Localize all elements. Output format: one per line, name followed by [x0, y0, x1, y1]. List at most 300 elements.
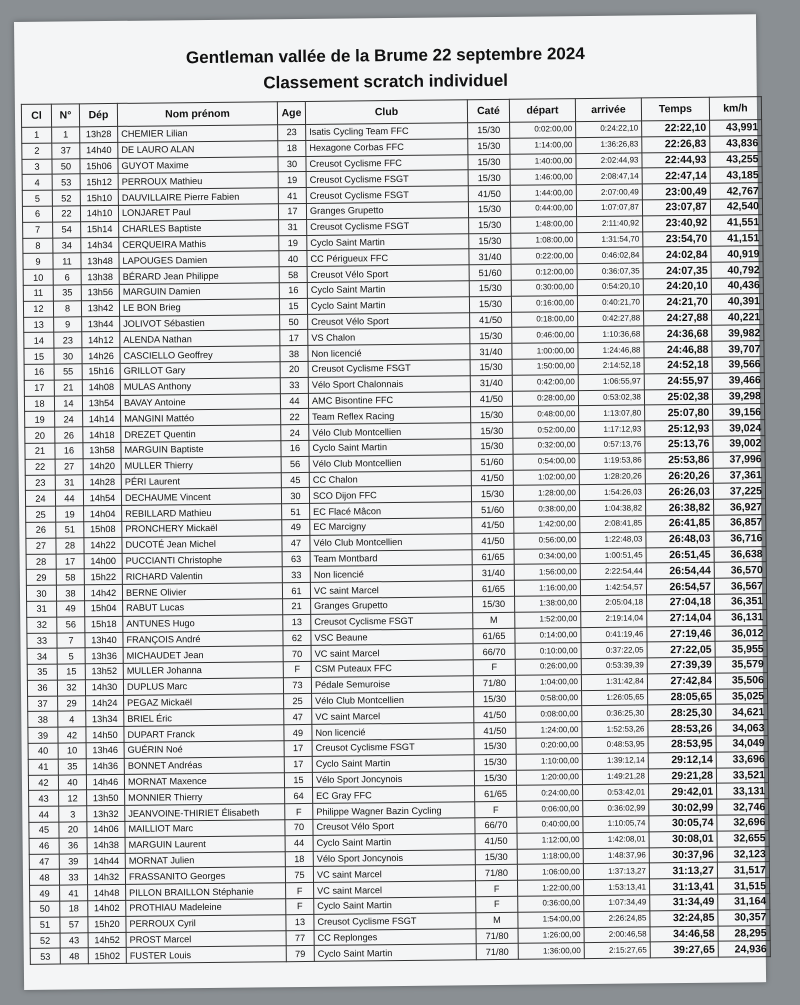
cell-speed: 42,767 [710, 183, 762, 199]
cell-age: 16 [281, 440, 309, 456]
cell-category: 66/70 [473, 644, 515, 660]
cell-start-slot: 14h48 [88, 885, 126, 901]
cell-start-slot: 15h18 [85, 616, 123, 632]
cell-bib: 35 [53, 285, 81, 301]
cell-arrival-time: 1:24:46,88 [578, 342, 644, 358]
cell-start-slot: 15h14 [81, 221, 119, 237]
cell-arrival-time: 0:37:22,05 [581, 642, 647, 658]
cell-start-slot: 15h10 [80, 190, 118, 206]
cell-start-slot: 13h44 [82, 316, 120, 332]
cell-name: PERROUX Cyril [126, 915, 286, 932]
cell-time: 26:38,82 [646, 499, 714, 516]
cell-club: Pédale Semuroise [311, 676, 473, 693]
cell-speed: 42,540 [710, 199, 762, 215]
cell-club: Creusot Cyclisme FFC [306, 154, 468, 171]
cell-time: 23:00,49 [642, 183, 710, 200]
cell-category: 51/60 [472, 501, 514, 517]
cell-name: PERROUX Mathieu [118, 172, 278, 189]
cell-time: 27:19,46 [647, 626, 715, 643]
cell-speed: 39,982 [712, 325, 764, 341]
cell-start-time: 1:28:00,00 [513, 485, 579, 501]
cell-time: 34:46,58 [650, 926, 718, 943]
header-rank: Cl [21, 104, 51, 127]
cell-category: 41/50 [470, 312, 512, 328]
header-arrival-time: arrivée [575, 98, 641, 122]
cell-rank: 41 [28, 759, 58, 775]
cell-time: 28:53,95 [648, 736, 716, 753]
cell-club: Vélo Club Montcellien [309, 454, 471, 471]
cell-name: ALENDA Nathan [120, 330, 280, 347]
cell-start-time: 0:26:00,00 [515, 659, 581, 675]
cell-speed: 43,836 [710, 135, 762, 151]
cell-speed: 33,696 [716, 752, 768, 768]
cell-category: 61/65 [473, 628, 515, 644]
cell-bib: 36 [59, 838, 87, 854]
cell-bib: 30 [54, 348, 82, 364]
cell-category: 31/40 [472, 565, 514, 581]
cell-arrival-time: 1:13:07,80 [579, 405, 645, 421]
cell-start-time: 0:30:00,00 [511, 280, 577, 296]
cell-rank: 46 [29, 838, 59, 854]
cell-age: 21 [283, 598, 311, 614]
cell-name: DUPART Franck [124, 725, 284, 742]
cell-start-time: 0:12:00,00 [511, 264, 577, 280]
cell-arrival-time: 2:05:04,18 [581, 595, 647, 611]
cell-age: 79 [286, 946, 314, 962]
cell-bib: 41 [60, 885, 88, 901]
cell-rank: 36 [27, 680, 57, 696]
cell-time: 25:02,38 [644, 389, 712, 406]
cell-age: 45 [281, 472, 309, 488]
cell-name: BONNET Andréas [124, 757, 284, 774]
cell-category: 41/50 [471, 470, 513, 486]
cell-age: 40 [279, 251, 307, 267]
cell-speed: 31,164 [718, 894, 770, 910]
cell-age: 41 [278, 188, 306, 204]
cell-bib: 51 [56, 522, 84, 538]
cell-category: 15/30 [469, 296, 511, 312]
header-time: Temps [641, 97, 709, 121]
cell-age: 38 [280, 346, 308, 362]
cell-category: 15/30 [468, 154, 510, 170]
cell-time: 24:02,84 [643, 247, 711, 264]
cell-speed: 36,131 [715, 609, 767, 625]
cell-name: JOLIVOT Sébastien [120, 314, 280, 331]
cell-age: 33 [280, 377, 308, 393]
cell-age: 25 [284, 693, 312, 709]
cell-club: EC Gray FFC [313, 786, 475, 803]
cell-start-slot: 15h20 [88, 916, 126, 932]
cell-bib: 44 [55, 490, 83, 506]
cell-name: MULLER Johanna [123, 662, 283, 679]
cell-age: 58 [279, 267, 307, 283]
cell-arrival-time: 2:14:52,18 [578, 358, 644, 374]
cell-rank: 16 [24, 364, 54, 380]
cell-speed: 31,517 [717, 862, 769, 878]
cell-time: 27:42,84 [647, 673, 715, 690]
cell-bib: 18 [60, 901, 88, 917]
cell-age: 19 [279, 235, 307, 251]
cell-time: 25:53,86 [645, 452, 713, 469]
cell-club: CSM Puteaux FFC [311, 660, 473, 677]
header-category: Caté [467, 99, 509, 122]
cell-start-slot: 14h32 [87, 869, 125, 885]
cell-time: 24:46,88 [644, 341, 712, 358]
cell-speed: 39,566 [712, 357, 764, 373]
cell-start-time: 1:44:00,00 [510, 185, 576, 201]
cell-name: RICHARD Valentin [122, 567, 282, 584]
cell-rank: 51 [30, 917, 60, 933]
cell-club: Team Montbard [310, 549, 472, 566]
cell-speed: 24,936 [718, 941, 770, 957]
cell-club: AMC Bisontine FFC [308, 391, 470, 408]
cell-arrival-time: 0:53:39,39 [581, 658, 647, 674]
cell-category: F [476, 881, 518, 897]
cell-bib: 22 [52, 206, 80, 222]
cell-age: 33 [282, 567, 310, 583]
cell-time: 26:48,03 [646, 531, 714, 548]
cell-age: F [283, 662, 311, 678]
cell-start-time: 1:06:00,00 [517, 864, 583, 880]
cell-speed: 31,515 [718, 878, 770, 894]
cell-speed: 35,579 [715, 657, 767, 673]
cell-start-time: 0:38:00,00 [514, 501, 580, 517]
cell-arrival-time: 1:49:21,28 [582, 769, 648, 785]
cell-club: Creusot Vélo Sport [307, 265, 469, 282]
cell-arrival-time: 1:52:53,26 [582, 721, 648, 737]
cell-age: 15 [279, 298, 307, 314]
cell-time: 31:13,41 [650, 878, 718, 895]
cell-club: Non licencié [310, 565, 472, 582]
cell-start-time: 0:34:00,00 [514, 548, 580, 564]
cell-arrival-time: 0:42:27,88 [578, 310, 644, 326]
cell-bib: 26 [55, 427, 83, 443]
cell-category: 41/50 [474, 707, 516, 723]
cell-speed: 37,996 [713, 451, 765, 467]
cell-club: Granges Grupetto [311, 597, 473, 614]
cell-rank: 18 [24, 396, 54, 412]
cell-time: 27:39,39 [647, 657, 715, 674]
cell-name: BAVAY Antoine [120, 393, 280, 410]
cell-category: 15/30 [471, 422, 513, 438]
cell-rank: 40 [28, 743, 58, 759]
cell-speed: 39,707 [712, 341, 764, 357]
cell-start-time: 0:56:00,00 [514, 532, 580, 548]
cell-name: MORNAT Maxence [124, 772, 284, 789]
cell-start-time: 1:56:00,00 [514, 564, 580, 580]
cell-start-time: 1:12:00,00 [517, 832, 583, 848]
cell-category: 31/40 [469, 249, 511, 265]
cell-start-time: 1:16:00,00 [514, 580, 580, 596]
cell-category: 51/60 [469, 264, 511, 280]
cell-category: 15/30 [470, 359, 512, 375]
cell-age: 17 [284, 756, 312, 772]
cell-start-time: 1:20:00,00 [516, 769, 582, 785]
cell-category: 61/65 [472, 549, 514, 565]
cell-rank: 45 [29, 822, 59, 838]
cell-speed: 35,506 [715, 673, 767, 689]
cell-age: 64 [285, 788, 313, 804]
cell-age: 49 [284, 725, 312, 741]
cell-club: VSC Beaune [311, 628, 473, 645]
cell-arrival-time: 0:54:20,10 [577, 279, 643, 295]
cell-rank: 15 [24, 348, 54, 364]
cell-start-slot: 13h52 [85, 663, 123, 679]
cell-bib: 48 [60, 948, 88, 964]
cell-start-time: 0:42:00,00 [512, 374, 578, 390]
cell-age: 31 [279, 219, 307, 235]
cell-name: PROTHIAU Madeleine [126, 899, 286, 916]
cell-start-slot: 14h06 [87, 821, 125, 837]
cell-category: 15/30 [475, 849, 517, 865]
cell-age: 49 [282, 519, 310, 535]
cell-age: F [286, 898, 314, 914]
cell-speed: 36,638 [714, 546, 766, 562]
cell-start-time: 0:06:00,00 [517, 801, 583, 817]
cell-arrival-time: 1:28:20,26 [579, 468, 645, 484]
cell-start-time: 0:46:00,00 [512, 327, 578, 343]
cell-club: VC saint Marcel [314, 881, 476, 898]
results-sheet [14, 14, 766, 990]
cell-club: Cyclo Saint Martin [312, 755, 474, 772]
cell-time: 26:51,45 [646, 547, 714, 564]
cell-age: 17 [280, 330, 308, 346]
cell-bib: 49 [57, 601, 85, 617]
cell-speed: 36,857 [714, 515, 766, 531]
cell-bib: 57 [60, 917, 88, 933]
cell-category: 41/50 [472, 517, 514, 533]
cell-club: Creusot Cyclisme FSGT [307, 218, 469, 235]
cell-time: 29:42,01 [649, 784, 717, 801]
cell-name: DUPLUS Marc [123, 678, 283, 695]
page-subtitle: Classement scratch individuel [263, 70, 509, 93]
cell-start-slot: 13h48 [81, 253, 119, 269]
cell-club: Cyclo Saint Martin [307, 281, 469, 298]
cell-name: DE LAURO ALAN [118, 141, 278, 158]
cell-rank: 22 [25, 459, 55, 475]
cell-age: 15 [284, 772, 312, 788]
cell-category: 71/80 [476, 928, 518, 944]
cell-bib: 4 [58, 711, 86, 727]
cell-bib: 34 [53, 237, 81, 253]
cell-name: MAILLIOT Marc [125, 820, 285, 837]
cell-start-time: 1:14:00,00 [510, 137, 576, 153]
cell-start-time: 0:52:00,00 [513, 422, 579, 438]
cell-rank: 25 [26, 506, 56, 522]
cell-start-slot: 14h36 [86, 758, 124, 774]
cell-bib: 35 [58, 759, 86, 775]
cell-start-slot: 14h26 [82, 348, 120, 364]
cell-speed: 43,185 [710, 167, 762, 183]
cell-name: JEANVOINE-THIRIET Élisabeth [125, 804, 285, 821]
cell-category: 15/30 [468, 170, 510, 186]
cell-club: Vélo Club Montcellien [310, 533, 472, 550]
cell-bib: 29 [58, 695, 86, 711]
cell-club: Isatis Cycling Team FFC [306, 123, 468, 140]
cell-speed: 39,024 [713, 420, 765, 436]
cell-club: Philippe Wagner Bazin Cycling [313, 802, 475, 819]
cell-rank: 32 [27, 617, 57, 633]
cell-start-slot: 13h58 [83, 442, 121, 458]
cell-arrival-time: 1:53:13,41 [584, 879, 650, 895]
cell-category: 51/60 [471, 454, 513, 470]
cell-name: LE BON Brieg [119, 299, 279, 316]
cell-name: MARGUIN Laurent [125, 836, 285, 853]
cell-club: Vélo Sport Chalonnais [308, 375, 470, 392]
cell-name: RABUT Lucas [123, 599, 283, 616]
cell-category: 41/50 [470, 391, 512, 407]
cell-arrival-time: 1:04:38,82 [580, 500, 646, 516]
cell-rank: 23 [25, 475, 55, 491]
cell-start-slot: 13h46 [86, 742, 124, 758]
cell-time: 26:41,85 [646, 515, 714, 532]
cell-bib: 56 [57, 616, 85, 632]
cell-name: MULAS Anthony [120, 377, 280, 394]
cell-start-time: 0:28:00,00 [512, 390, 578, 406]
cell-club: CC Replonges [314, 928, 476, 945]
cell-start-time: 0:20:00,00 [516, 738, 582, 754]
cell-name: BÉRARD Jean Philippe [119, 267, 279, 284]
cell-start-slot: 14h20 [83, 458, 121, 474]
cell-bib: 21 [54, 380, 82, 396]
cell-arrival-time: 2:00:46,58 [584, 927, 650, 943]
cell-rank: 30 [26, 585, 56, 601]
cell-rank: 24 [25, 490, 55, 506]
cell-speed: 35,025 [716, 688, 768, 704]
cell-start-slot: 14h12 [82, 332, 120, 348]
cell-category: 41/50 [475, 833, 517, 849]
cell-age: 20 [280, 361, 308, 377]
cell-speed: 40,919 [711, 246, 763, 262]
cell-age: 24 [281, 425, 309, 441]
cell-arrival-time: 1:00:51,45 [580, 547, 646, 563]
cell-bib: 52 [52, 190, 80, 206]
cell-rank: 20 [25, 427, 55, 443]
cell-time: 23:40,92 [643, 215, 711, 232]
cell-arrival-time: 2:08:41,85 [580, 516, 646, 532]
cell-name: GUÉRIN Noé [124, 741, 284, 758]
cell-age: 17 [278, 203, 306, 219]
cell-club: Creusot Cyclisme FSGT [311, 612, 473, 629]
cell-rank: 35 [27, 664, 57, 680]
cell-arrival-time: 0:53:02,38 [578, 389, 644, 405]
cell-speed: 43,255 [710, 151, 762, 167]
cell-category: 15/30 [469, 233, 511, 249]
cell-arrival-time: 1:19:53,86 [579, 453, 645, 469]
cell-start-time: 1:38:00,00 [515, 596, 581, 612]
cell-speed: 39,466 [712, 372, 764, 388]
cell-bib: 37 [52, 143, 80, 159]
cell-time: 25:13,76 [645, 436, 713, 453]
cell-category: 61/65 [475, 786, 517, 802]
cell-bib: 17 [56, 553, 84, 569]
cell-club: Vélo Club Montcellien [312, 691, 474, 708]
cell-rank: 53 [30, 949, 60, 965]
cell-time: 24:36,68 [644, 326, 712, 343]
cell-age: 75 [285, 867, 313, 883]
cell-start-time: 0:58:00,00 [516, 690, 582, 706]
cell-arrival-time: 0:53:42,01 [583, 784, 649, 800]
cell-arrival-time: 1:42:54,57 [580, 579, 646, 595]
cell-arrival-time: 1:36:26,83 [576, 137, 642, 153]
cell-rank: 6 [22, 206, 52, 222]
cell-start-slot: 14h14 [83, 411, 121, 427]
cell-name: DUCOTÉ Jean Michel [122, 535, 282, 552]
cell-rank: 39 [28, 727, 58, 743]
cell-bib: 8 [53, 301, 81, 317]
cell-speed: 40,792 [711, 262, 763, 278]
cell-start-slot: 14h38 [87, 837, 125, 853]
cell-bib: 9 [54, 316, 82, 332]
cell-category: 66/70 [475, 817, 517, 833]
cell-start-slot: 15h12 [80, 174, 118, 190]
cell-start-time: 0:18:00,00 [512, 311, 578, 327]
cell-age: 30 [281, 488, 309, 504]
cell-start-slot: 14h10 [80, 205, 118, 221]
cell-club: VC saint Marcel [312, 707, 474, 724]
cell-bib: 28 [56, 538, 84, 554]
cell-time: 29:12,14 [648, 752, 716, 769]
cell-category: 15/30 [471, 407, 513, 423]
cell-bib: 15 [57, 664, 85, 680]
cell-time: 22:22,10 [642, 120, 710, 137]
cell-club: Creusot Cyclisme FSGT [312, 739, 474, 756]
cell-time: 32:24,85 [650, 910, 718, 927]
cell-bib: 39 [59, 853, 87, 869]
cell-start-slot: 14h42 [84, 585, 122, 601]
cell-category: 15/30 [471, 438, 513, 454]
cell-name: FRANÇOIS André [123, 630, 283, 647]
cell-start-time: 0:02:00,00 [510, 122, 576, 138]
cell-club: Team Reflex Racing [309, 407, 471, 424]
cell-speed: 34,049 [716, 736, 768, 752]
cell-arrival-time: 1:31:42,84 [581, 674, 647, 690]
cell-speed: 36,927 [714, 499, 766, 515]
cell-speed: 28,295 [718, 925, 770, 941]
cell-speed: 41,551 [711, 214, 763, 230]
cell-arrival-time: 1:06:55,97 [578, 374, 644, 390]
cell-arrival-time: 0:40:21,70 [577, 295, 643, 311]
cell-club: VC saint Marcel [313, 865, 475, 882]
cell-arrival-time: 0:57:13,76 [579, 437, 645, 453]
cell-name: MICHAUDET Jean [123, 646, 283, 663]
cell-arrival-time: 0:36:25,30 [582, 705, 648, 721]
results-body [22, 120, 771, 965]
cell-start-time: 1:50:00,00 [512, 359, 578, 375]
cell-arrival-time: 1:54:26,03 [579, 484, 645, 500]
cell-arrival-time: 1:07:34,49 [584, 895, 650, 911]
cell-arrival-time: 0:24:22,10 [576, 121, 642, 137]
cell-age: 56 [281, 456, 309, 472]
cell-name: FRASSANITO Georges [125, 867, 285, 884]
cell-club: Cyclo Saint Martin [307, 233, 469, 250]
cell-rank: 10 [23, 269, 53, 285]
cell-arrival-time: 1:17:12,93 [579, 421, 645, 437]
cell-rank: 38 [28, 712, 58, 728]
cell-age: 16 [279, 282, 307, 298]
cell-bib: 42 [58, 727, 86, 743]
cell-bib: 43 [60, 932, 88, 948]
cell-arrival-time: 0:46:02,84 [577, 247, 643, 263]
cell-age: 77 [286, 930, 314, 946]
cell-time: 24:27,88 [644, 310, 712, 327]
cell-start-slot: 14h18 [83, 427, 121, 443]
cell-club: Creusot Cyclisme FSGT [306, 186, 468, 203]
cell-time: 24:20,10 [643, 278, 711, 295]
cell-start-slot: 13h42 [81, 300, 119, 316]
cell-category: M [476, 912, 518, 928]
cell-name: GRILLOT Gary [120, 362, 280, 379]
